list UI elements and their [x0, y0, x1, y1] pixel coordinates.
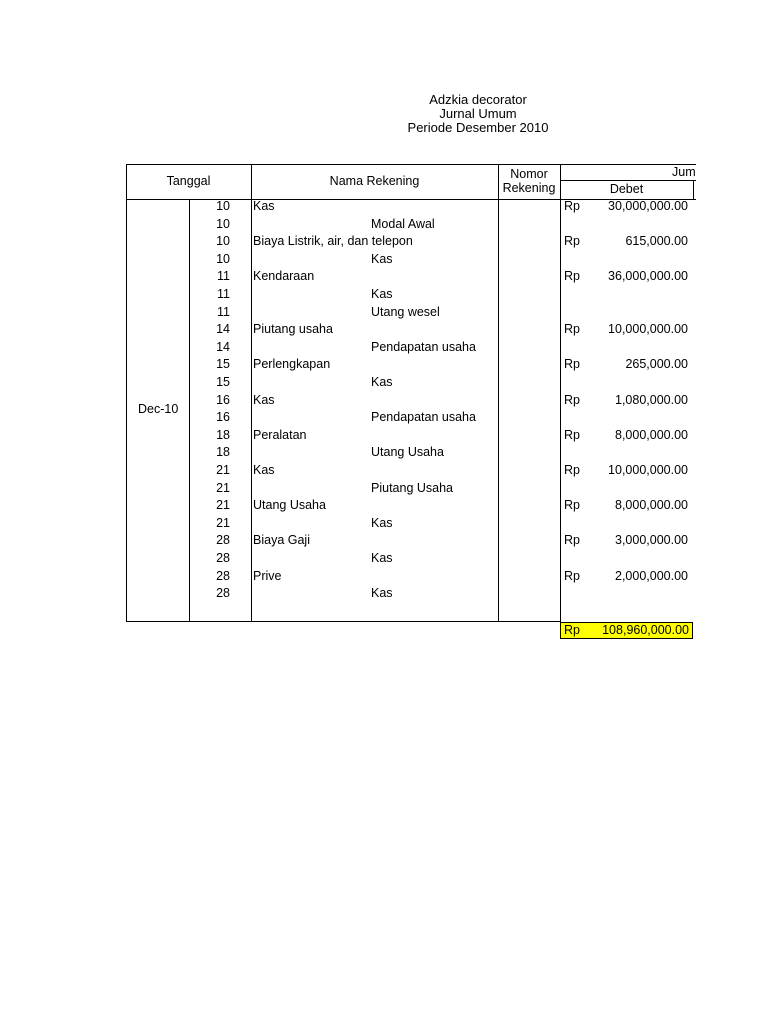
date-cell: 16 [216, 410, 230, 425]
table-row [126, 445, 696, 463]
debit-account-cell: Biaya Gaji [253, 533, 310, 548]
table-row [126, 305, 696, 323]
journal-table [126, 164, 696, 637]
jumlah-split-line [560, 180, 696, 181]
amount-cell: 265,000.00 [625, 357, 688, 372]
currency-cell: Rp [564, 498, 580, 513]
table-row [126, 252, 696, 270]
credit-account-cell: Kas [371, 375, 393, 389]
table-row [126, 428, 696, 446]
date-cell: 14 [216, 339, 230, 354]
credit-account-cell: Kas [371, 586, 393, 601]
bottom-border [126, 621, 560, 622]
month-label: Dec-10 [138, 402, 179, 416]
debit-account-cell: Piutang usaha [253, 322, 333, 337]
table-row [126, 498, 696, 516]
table-row [126, 287, 696, 305]
date-cell: 21 [216, 480, 230, 495]
credit-account-cell: Piutang Usaha [371, 480, 454, 495]
currency-cell: Rp [564, 234, 580, 249]
credit-account-cell: Kas [371, 515, 393, 530]
amount-cell: 8,000,000.00 [615, 498, 688, 513]
debit-account-cell: Prive [253, 568, 282, 583]
date-cell: 11 [217, 269, 230, 284]
report-header [348, 93, 608, 135]
debet-right-border [693, 180, 694, 199]
currency-cell: Rp [564, 269, 580, 284]
currency-cell: Rp [564, 427, 580, 442]
total-amount: 108,960,000.00 [602, 623, 689, 637]
date-cell: 21 [216, 463, 230, 477]
table-row [126, 516, 696, 534]
header-rekening: Rekening [502, 181, 556, 195]
header-debet: Debet [609, 182, 644, 196]
header-nomor: Nomor [510, 167, 548, 181]
currency-cell: Rp [564, 463, 580, 477]
table-row [126, 586, 696, 604]
currency-cell: Rp [564, 322, 580, 337]
table-row [126, 569, 696, 587]
credit-account-cell: Pendapatan usaha [371, 410, 476, 425]
header-jumlah: Jum [672, 165, 696, 179]
credit-account-cell: Kas [371, 287, 393, 301]
amount-cell: 615,000.00 [625, 234, 688, 249]
amount-cell: 30,000,000.00 [608, 199, 688, 213]
amount-cell: 10,000,000.00 [608, 322, 688, 337]
table-row [126, 234, 696, 252]
amount-cell: 8,000,000.00 [615, 427, 688, 442]
date-cell: 18 [216, 427, 230, 442]
date-cell: 11 [217, 304, 230, 319]
date-cell: 28 [216, 568, 230, 583]
amount-cell: 2,000,000.00 [615, 568, 688, 583]
table-row [126, 357, 696, 375]
total-debit-cell [560, 622, 693, 639]
credit-account-cell: Kas [371, 251, 393, 266]
debit-account-cell: Kendaraan [253, 269, 315, 284]
debit-account-cell: Kas [253, 463, 275, 477]
amount-cell: 10,000,000.00 [608, 463, 688, 477]
amount-cell: 3,000,000.00 [615, 533, 688, 548]
debit-account-cell: Kas [253, 199, 275, 213]
table-row [126, 269, 696, 287]
credit-account-cell: Utang wesel [371, 304, 440, 319]
debit-account-cell: Peralatan [253, 427, 307, 442]
debit-account-cell: Biaya Listrik, air, dan telepon [253, 234, 413, 249]
credit-account-cell: Kas [371, 551, 393, 565]
date-cell: 28 [216, 586, 230, 601]
date-cell: 10 [216, 199, 230, 213]
company-name: Adzkia decorator [429, 92, 527, 107]
date-cell: 15 [216, 375, 230, 389]
credit-account-cell: Utang Usaha [371, 445, 444, 460]
report-period: Periode Desember 2010 [407, 120, 549, 135]
date-cell: 10 [216, 216, 230, 231]
date-cell: 18 [216, 445, 230, 460]
header-tanggal: Tanggal [166, 174, 211, 188]
date-cell: 10 [216, 251, 230, 266]
date-cell: 28 [216, 551, 230, 565]
currency-cell: Rp [564, 568, 580, 583]
top-border [126, 164, 696, 165]
table-row [126, 551, 696, 569]
amount-cell: 1,080,000.00 [615, 392, 688, 407]
date-cell: 21 [216, 515, 230, 530]
debit-account-cell: Kas [253, 392, 275, 407]
table-row [126, 463, 696, 481]
table-row [126, 481, 696, 499]
total-rp: Rp [564, 623, 580, 637]
table-row [126, 533, 696, 551]
amount-cell: 36,000,000.00 [608, 269, 688, 284]
table-row [126, 199, 696, 217]
credit-account-cell: Pendapatan usaha [371, 339, 476, 354]
date-cell: 16 [216, 392, 230, 407]
currency-cell: Rp [564, 199, 580, 213]
table-row [126, 393, 696, 411]
date-cell: 28 [216, 533, 230, 548]
date-cell: 14 [216, 322, 230, 337]
debit-account-cell: Utang Usaha [253, 498, 326, 513]
table-row [126, 375, 696, 393]
currency-cell: Rp [564, 533, 580, 548]
report-title: Jurnal Umum [439, 106, 517, 121]
header-nama-rekening: Nama Rekening [329, 174, 420, 188]
currency-cell: Rp [564, 392, 580, 407]
table-row [126, 322, 696, 340]
table-row [126, 217, 696, 235]
table-row [126, 340, 696, 358]
currency-cell: Rp [564, 357, 580, 372]
date-cell: 10 [216, 234, 230, 249]
date-cell: 11 [217, 287, 230, 301]
date-cell: 15 [216, 357, 230, 372]
table-row [126, 410, 696, 428]
credit-account-cell: Modal Awal [371, 216, 435, 231]
date-cell: 21 [216, 498, 230, 513]
debit-account-cell: Perlengkapan [253, 357, 331, 372]
